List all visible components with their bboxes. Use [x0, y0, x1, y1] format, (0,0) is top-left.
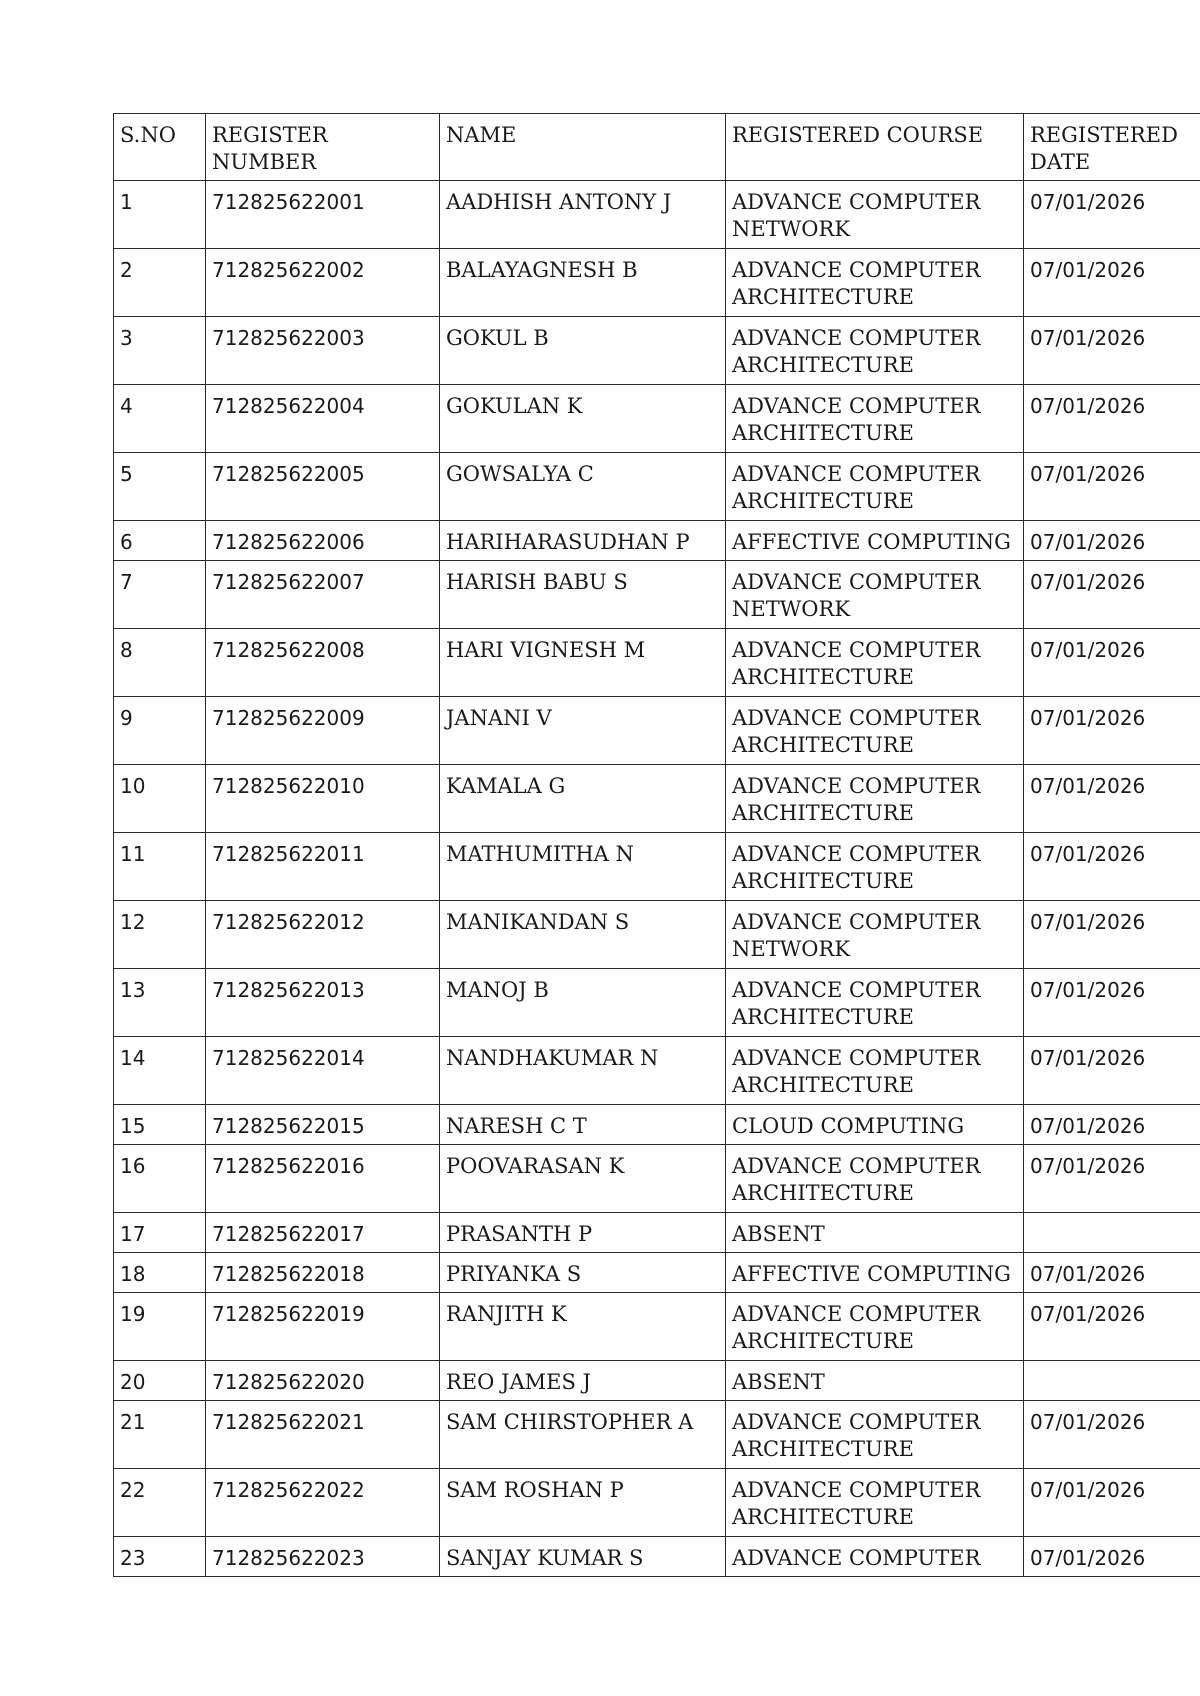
cell-register-number: 712825622019	[206, 1293, 440, 1361]
cell-register-number: 712825622021	[206, 1401, 440, 1469]
cell-registered-date: 07/01/2026	[1024, 833, 1200, 901]
table-row	[114, 629, 1200, 697]
cell-registered-course: ADVANCE COMPUTER ARCHITECTURE	[726, 453, 1024, 521]
cell-registered-course: AFFECTIVE COMPUTING	[726, 1253, 1024, 1293]
cell-registered-course: ADVANCE COMPUTER ARCHITECTURE	[726, 697, 1024, 765]
cell-name: POOVARASAN K	[440, 1145, 726, 1213]
cell-name: HARIHARASUDHAN P	[440, 521, 726, 561]
cell-registered-course: ABSENT	[726, 1213, 1024, 1253]
cell-registered-course: ADVANCE COMPUTER	[726, 1537, 1024, 1577]
table-row	[114, 521, 1200, 561]
cell-sno: 9	[114, 697, 206, 765]
cell-registered-course: ADVANCE COMPUTER ARCHITECTURE	[726, 1145, 1024, 1213]
cell-name: REO JAMES J	[440, 1361, 726, 1401]
cell-name: GOWSALYA C	[440, 453, 726, 521]
cell-name: HARISH BABU S	[440, 561, 726, 629]
cell-register-number: 712825622003	[206, 317, 440, 385]
cell-registered-date: 07/01/2026	[1024, 765, 1200, 833]
cell-registered-date: 07/01/2026	[1024, 969, 1200, 1037]
table-row	[114, 1537, 1200, 1577]
cell-register-number: 712825622004	[206, 385, 440, 453]
header-name: NAME	[440, 114, 726, 181]
cell-name: MANIKANDAN S	[440, 901, 726, 969]
cell-name: SANJAY KUMAR S	[440, 1537, 726, 1577]
table-row	[114, 385, 1200, 453]
table-row	[114, 697, 1200, 765]
cell-register-number: 712825622022	[206, 1469, 440, 1537]
cell-registered-date: 07/01/2026	[1024, 1401, 1200, 1469]
table-row	[114, 453, 1200, 521]
cell-register-number: 712825622009	[206, 697, 440, 765]
cell-name: SAM CHIRSTOPHER A	[440, 1401, 726, 1469]
cell-registered-course: CLOUD COMPUTING	[726, 1105, 1024, 1145]
cell-sno: 11	[114, 833, 206, 901]
cell-register-number: 712825622007	[206, 561, 440, 629]
cell-registered-course: ADVANCE COMPUTER NETWORK	[726, 181, 1024, 249]
cell-name: NARESH C T	[440, 1105, 726, 1145]
cell-registered-date: 07/01/2026	[1024, 697, 1200, 765]
cell-registered-date: 07/01/2026	[1024, 1105, 1200, 1145]
cell-register-number: 712825622015	[206, 1105, 440, 1145]
cell-registered-course: ADVANCE COMPUTER ARCHITECTURE	[726, 249, 1024, 317]
cell-registered-course: ADVANCE COMPUTER ARCHITECTURE	[726, 833, 1024, 901]
cell-register-number: 712825622017	[206, 1213, 440, 1253]
table-row	[114, 1253, 1200, 1293]
header-register-number: REGISTER NUMBER	[206, 114, 440, 181]
cell-name: RANJITH K	[440, 1293, 726, 1361]
cell-sno: 16	[114, 1145, 206, 1213]
cell-registered-course: ADVANCE COMPUTER NETWORK	[726, 901, 1024, 969]
cell-name: PRIYANKA S	[440, 1253, 726, 1293]
cell-registered-course: ADVANCE COMPUTER ARCHITECTURE	[726, 1469, 1024, 1537]
cell-registered-course: ADVANCE COMPUTER ARCHITECTURE	[726, 385, 1024, 453]
cell-registered-date: 07/01/2026	[1024, 385, 1200, 453]
table-row	[114, 317, 1200, 385]
cell-sno: 10	[114, 765, 206, 833]
cell-registered-course: ADVANCE COMPUTER ARCHITECTURE	[726, 1401, 1024, 1469]
cell-registered-date: 07/01/2026	[1024, 1469, 1200, 1537]
header-sno: S.NO	[114, 114, 206, 181]
cell-name: JANANI V	[440, 697, 726, 765]
cell-sno: 17	[114, 1213, 206, 1253]
cell-register-number: 712825622002	[206, 249, 440, 317]
cell-register-number: 712825622006	[206, 521, 440, 561]
header-registered-course: REGISTERED COURSE	[726, 114, 1024, 181]
table-row	[114, 1293, 1200, 1361]
cell-registered-course: ADVANCE COMPUTER ARCHITECTURE	[726, 629, 1024, 697]
cell-registered-date: 07/01/2026	[1024, 1145, 1200, 1213]
cell-register-number: 712825622001	[206, 181, 440, 249]
table-row	[114, 1361, 1200, 1401]
registration-table	[113, 113, 1200, 1577]
cell-name: BALAYAGNESH B	[440, 249, 726, 317]
cell-registered-date: 07/01/2026	[1024, 181, 1200, 249]
cell-registered-date: 07/01/2026	[1024, 1293, 1200, 1361]
cell-register-number: 712825622012	[206, 901, 440, 969]
cell-register-number: 712825622005	[206, 453, 440, 521]
table-row	[114, 901, 1200, 969]
cell-sno: 7	[114, 561, 206, 629]
cell-name: MANOJ B	[440, 969, 726, 1037]
cell-name: GOKULAN K	[440, 385, 726, 453]
table-row	[114, 1037, 1200, 1105]
cell-sno: 19	[114, 1293, 206, 1361]
table-row	[114, 181, 1200, 249]
cell-registered-date: 07/01/2026	[1024, 317, 1200, 385]
table-row	[114, 1401, 1200, 1469]
cell-name: GOKUL B	[440, 317, 726, 385]
cell-registered-date: 07/01/2026	[1024, 249, 1200, 317]
cell-name: PRASANTH P	[440, 1213, 726, 1253]
cell-registered-course: ADVANCE COMPUTER ARCHITECTURE	[726, 1037, 1024, 1105]
cell-registered-course: ADVANCE COMPUTER ARCHITECTURE	[726, 1293, 1024, 1361]
cell-register-number: 712825622014	[206, 1037, 440, 1105]
cell-register-number: 712825622016	[206, 1145, 440, 1213]
cell-registered-date: 07/01/2026	[1024, 521, 1200, 561]
table-row	[114, 249, 1200, 317]
cell-sno: 8	[114, 629, 206, 697]
cell-register-number: 712825622008	[206, 629, 440, 697]
table-header-row	[114, 114, 1200, 181]
cell-sno: 20	[114, 1361, 206, 1401]
cell-sno: 6	[114, 521, 206, 561]
cell-registered-course: ADVANCE COMPUTER ARCHITECTURE	[726, 765, 1024, 833]
cell-registered-course: ADVANCE COMPUTER ARCHITECTURE	[726, 969, 1024, 1037]
cell-registered-date: 07/01/2026	[1024, 1253, 1200, 1293]
cell-register-number: 712825622011	[206, 833, 440, 901]
cell-registered-date: 07/01/2026	[1024, 1037, 1200, 1105]
cell-sno: 12	[114, 901, 206, 969]
cell-sno: 14	[114, 1037, 206, 1105]
cell-registered-course: ADVANCE COMPUTER ARCHITECTURE	[726, 317, 1024, 385]
cell-sno: 2	[114, 249, 206, 317]
cell-sno: 18	[114, 1253, 206, 1293]
cell-sno: 13	[114, 969, 206, 1037]
cell-registered-date	[1024, 1213, 1200, 1253]
cell-sno: 22	[114, 1469, 206, 1537]
cell-registered-date: 07/01/2026	[1024, 453, 1200, 521]
cell-register-number: 712825622023	[206, 1537, 440, 1577]
table-row	[114, 969, 1200, 1037]
table-row	[114, 1213, 1200, 1253]
cell-register-number: 712825622013	[206, 969, 440, 1037]
table-row	[114, 833, 1200, 901]
cell-register-number: 712825622010	[206, 765, 440, 833]
table-row	[114, 1469, 1200, 1537]
header-registered-date: REGISTERED DATE	[1024, 114, 1200, 181]
cell-sno: 3	[114, 317, 206, 385]
cell-registered-date: 07/01/2026	[1024, 901, 1200, 969]
cell-sno: 1	[114, 181, 206, 249]
cell-name: MATHUMITHA N	[440, 833, 726, 901]
cell-registered-date: 07/01/2026	[1024, 629, 1200, 697]
table-row	[114, 765, 1200, 833]
cell-register-number: 712825622020	[206, 1361, 440, 1401]
cell-sno: 4	[114, 385, 206, 453]
cell-name: SAM ROSHAN P	[440, 1469, 726, 1537]
table-row	[114, 1145, 1200, 1213]
cell-register-number: 712825622018	[206, 1253, 440, 1293]
cell-name: HARI VIGNESH M	[440, 629, 726, 697]
table-row	[114, 1105, 1200, 1145]
cell-registered-date: 07/01/2026	[1024, 1537, 1200, 1577]
cell-name: NANDHAKUMAR N	[440, 1037, 726, 1105]
cell-name: AADHISH ANTONY J	[440, 181, 726, 249]
cell-name: KAMALA G	[440, 765, 726, 833]
cell-sno: 5	[114, 453, 206, 521]
cell-sno: 23	[114, 1537, 206, 1577]
cell-registered-course: AFFECTIVE COMPUTING	[726, 521, 1024, 561]
cell-registered-course: ABSENT	[726, 1361, 1024, 1401]
table-row	[114, 561, 1200, 629]
cell-sno: 21	[114, 1401, 206, 1469]
cell-registered-date: 07/01/2026	[1024, 561, 1200, 629]
cell-registered-course: ADVANCE COMPUTER NETWORK	[726, 561, 1024, 629]
cell-registered-date	[1024, 1361, 1200, 1401]
cell-sno: 15	[114, 1105, 206, 1145]
table-body	[114, 181, 1200, 1577]
